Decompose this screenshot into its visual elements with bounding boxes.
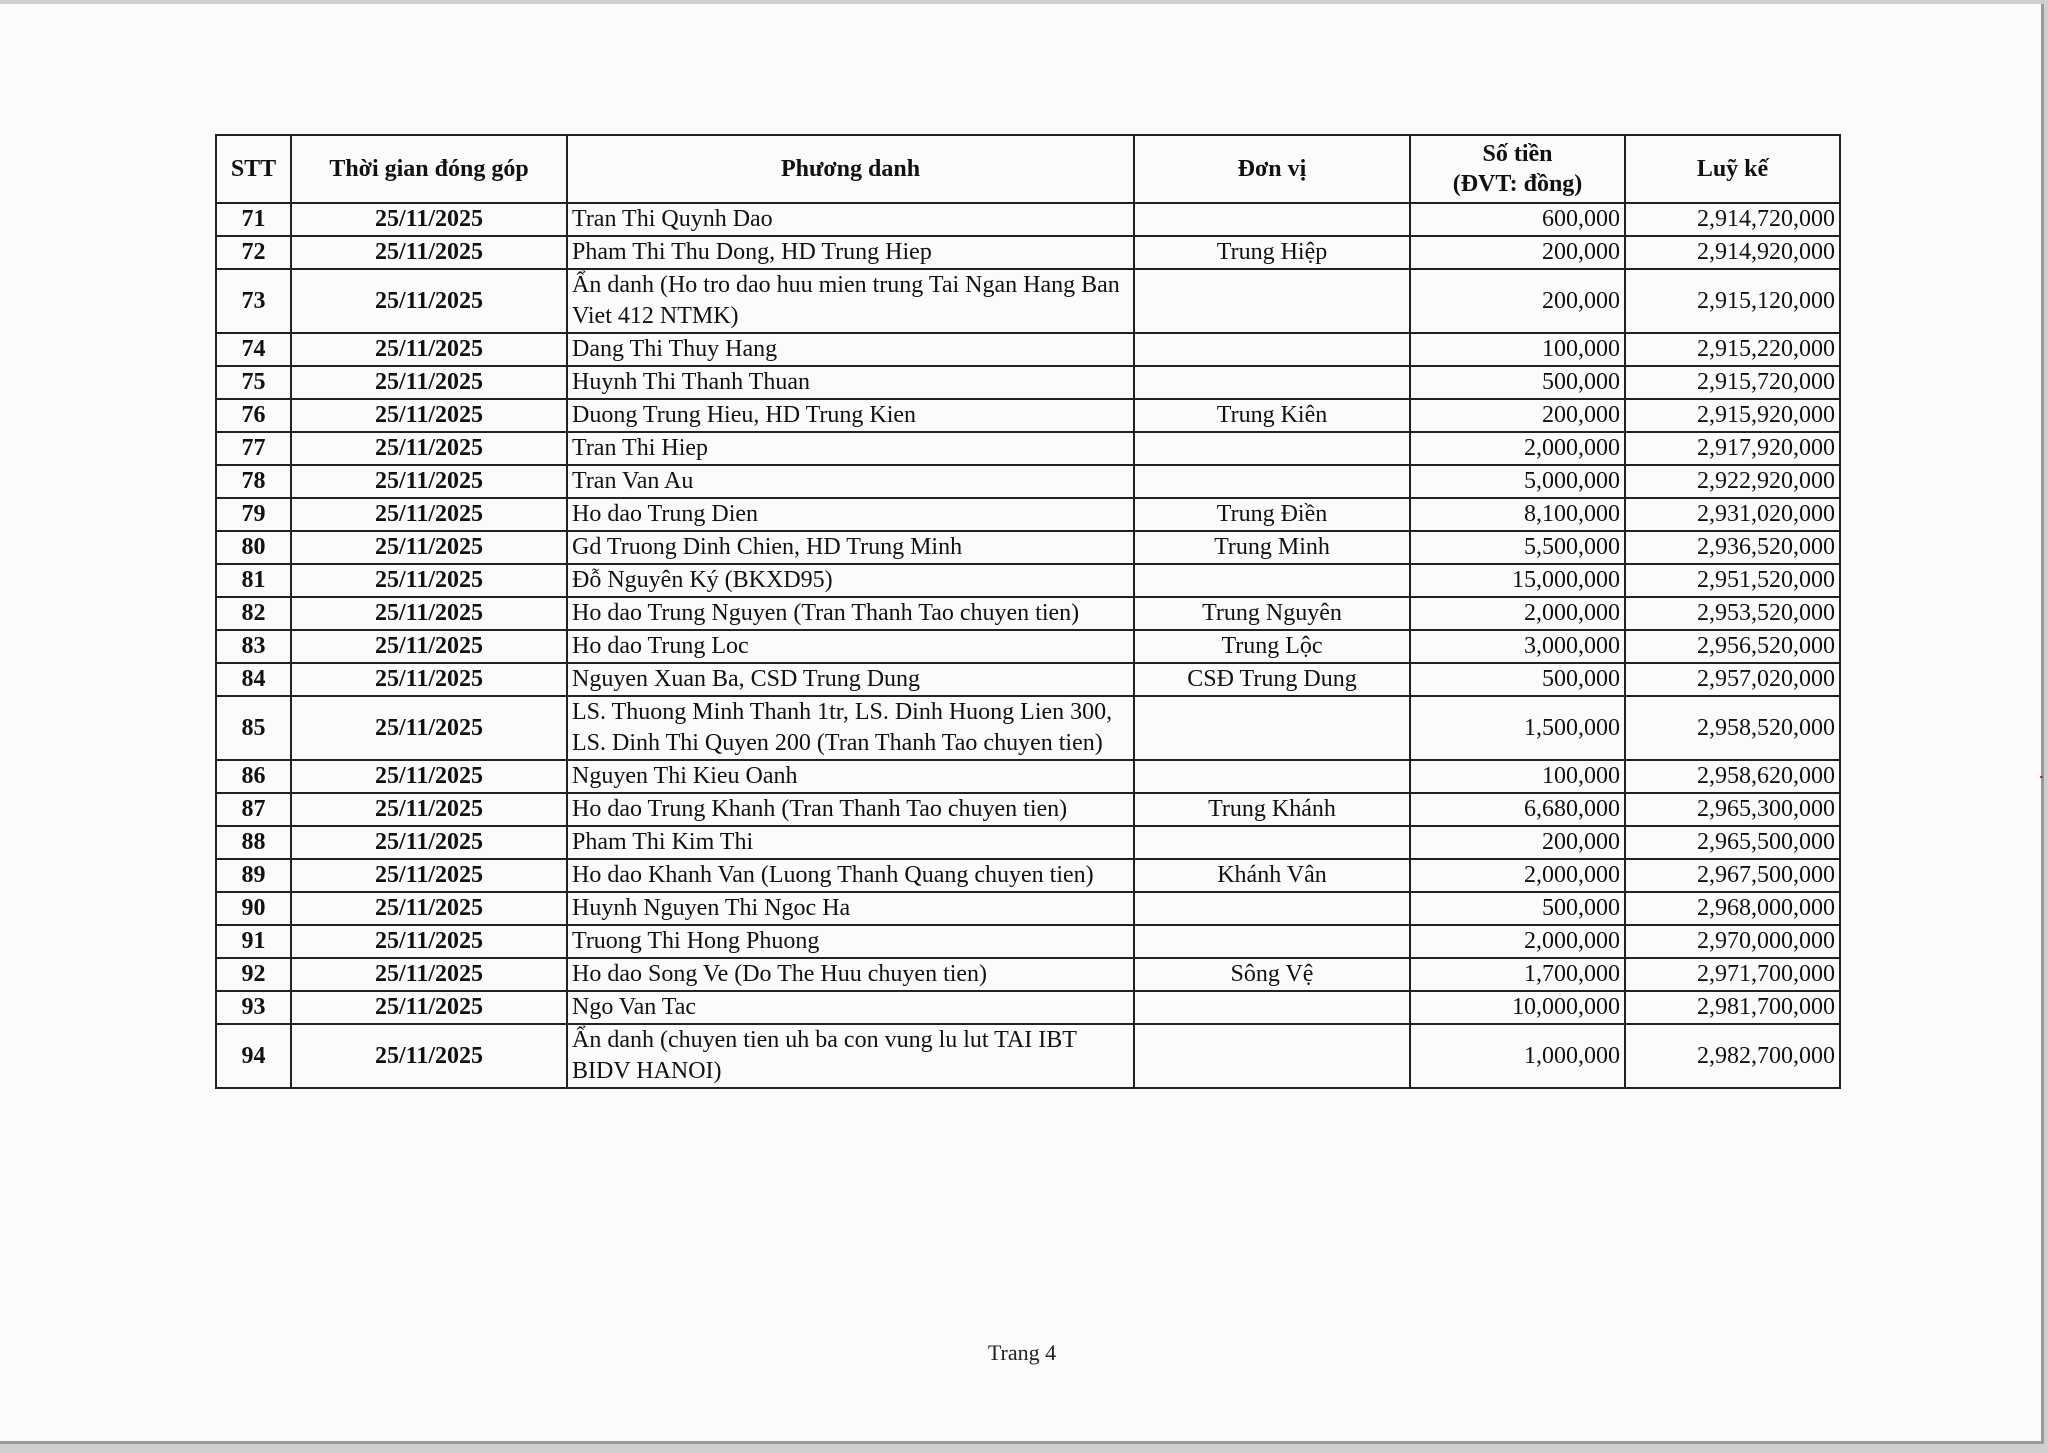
cell-name: Ho dao Khanh Van (Luong Thanh Quang chuyen tien): [567, 859, 1134, 892]
cell-name: Ngo Van Tac: [567, 991, 1134, 1024]
cell-stt: 85: [216, 696, 291, 760]
table-row: [216, 564, 1840, 597]
cell-amount: 2,000,000: [1410, 432, 1625, 465]
cell-date: 25/11/2025: [291, 269, 567, 333]
donation-table: [215, 134, 1841, 1089]
table-row: [216, 1024, 1840, 1088]
cell-date: 25/11/2025: [291, 531, 567, 564]
cell-date: 25/11/2025: [291, 498, 567, 531]
cell-cumulative: 2,917,920,000: [1625, 432, 1840, 465]
cell-stt: 74: [216, 333, 291, 366]
cell-cumulative: 2,915,120,000: [1625, 269, 1840, 333]
cell-name: Ho dao Song Ve (Do The Huu chuyen tien): [567, 958, 1134, 991]
cell-unit: [1134, 696, 1410, 760]
cell-date: 25/11/2025: [291, 630, 567, 663]
cell-name: Dang Thi Thuy Hang: [567, 333, 1134, 366]
cell-cumulative: 2,968,000,000: [1625, 892, 1840, 925]
cell-stt: 90: [216, 892, 291, 925]
header-name: Phương danh: [567, 135, 1134, 203]
cell-unit: [1134, 760, 1410, 793]
cell-cumulative: 2,981,700,000: [1625, 991, 1840, 1024]
cell-name: Gd Truong Dinh Chien, HD Trung Minh: [567, 531, 1134, 564]
cell-name: Ho dao Trung Khanh (Tran Thanh Tao chuyen tien): [567, 793, 1134, 826]
cell-cumulative: 2,931,020,000: [1625, 498, 1840, 531]
cell-date: 25/11/2025: [291, 236, 567, 269]
header-amount-line1: Số tiền: [1482, 141, 1553, 167]
cell-unit: [1134, 269, 1410, 333]
cell-amount: 1,000,000: [1410, 1024, 1625, 1088]
cell-cumulative: 2,915,220,000: [1625, 333, 1840, 366]
cell-cumulative: 2,915,920,000: [1625, 399, 1840, 432]
cell-date: 25/11/2025: [291, 465, 567, 498]
table-row: [216, 236, 1840, 269]
cell-name: Huynh Nguyen Thi Ngoc Ha: [567, 892, 1134, 925]
cell-amount: 5,000,000: [1410, 465, 1625, 498]
table-row: [216, 958, 1840, 991]
cell-stt: 83: [216, 630, 291, 663]
table-row: [216, 826, 1840, 859]
cell-name: Nguyen Thi Kieu Oanh: [567, 760, 1134, 793]
cell-date: 25/11/2025: [291, 958, 567, 991]
table-row: [216, 892, 1840, 925]
cell-amount: 100,000: [1410, 333, 1625, 366]
cell-stt: 73: [216, 269, 291, 333]
cell-stt: 86: [216, 760, 291, 793]
table-row: [216, 366, 1840, 399]
cell-date: 25/11/2025: [291, 663, 567, 696]
cell-name: Huynh Thi Thanh Thuan: [567, 366, 1134, 399]
cell-unit: [1134, 465, 1410, 498]
document-page: [0, 4, 2044, 1444]
table-row: [216, 465, 1840, 498]
cell-name: Pham Thi Thu Dong, HD Trung Hiep: [567, 236, 1134, 269]
cell-cumulative: 2,914,720,000: [1625, 203, 1840, 236]
cell-stt: 87: [216, 793, 291, 826]
cell-unit: Trung Kiên: [1134, 399, 1410, 432]
cell-unit: [1134, 366, 1410, 399]
cell-amount: 500,000: [1410, 663, 1625, 696]
header-cumulative: Luỹ kế: [1625, 135, 1840, 203]
cell-amount: 3,000,000: [1410, 630, 1625, 663]
table-row: [216, 630, 1840, 663]
cell-stt: 94: [216, 1024, 291, 1088]
cell-stt: 79: [216, 498, 291, 531]
cell-cumulative: 2,958,620,000: [1625, 760, 1840, 793]
cell-name: Pham Thi Kim Thi: [567, 826, 1134, 859]
cell-name: LS. Thuong Minh Thanh 1tr, LS. Dinh Huong Lien 300, LS. Dinh Thi Quyen 200 (Tran Thanh Tao chuyen tien): [567, 696, 1134, 760]
cell-cumulative: 2,936,520,000: [1625, 531, 1840, 564]
cell-amount: 500,000: [1410, 892, 1625, 925]
cell-date: 25/11/2025: [291, 597, 567, 630]
cell-date: 25/11/2025: [291, 333, 567, 366]
cell-amount: 200,000: [1410, 269, 1625, 333]
cell-unit: [1134, 991, 1410, 1024]
cell-name: Tran Van Au: [567, 465, 1134, 498]
header-amount-line2: (ĐVT: đồng): [1452, 171, 1583, 197]
cell-name: Tran Thi Quynh Dao: [567, 203, 1134, 236]
cell-amount: 200,000: [1410, 826, 1625, 859]
scan-mark: [2040, 776, 2043, 778]
cell-date: 25/11/2025: [291, 203, 567, 236]
cell-stt: 77: [216, 432, 291, 465]
cell-stt: 78: [216, 465, 291, 498]
table-row: [216, 203, 1840, 236]
cell-date: 25/11/2025: [291, 696, 567, 760]
cell-cumulative: 2,958,520,000: [1625, 696, 1840, 760]
cell-stt: 82: [216, 597, 291, 630]
cell-unit: [1134, 203, 1410, 236]
cell-stt: 89: [216, 859, 291, 892]
cell-amount: 200,000: [1410, 399, 1625, 432]
header-amount: [1410, 135, 1625, 203]
table-row: [216, 269, 1840, 333]
page-number: Trang 4: [987, 1340, 1057, 1365]
cell-cumulative: 2,957,020,000: [1625, 663, 1840, 696]
table-row: [216, 531, 1840, 564]
cell-unit: Trung Minh: [1134, 531, 1410, 564]
table-row: [216, 859, 1840, 892]
cell-cumulative: 2,953,520,000: [1625, 597, 1840, 630]
cell-cumulative: 2,922,920,000: [1625, 465, 1840, 498]
cell-cumulative: 2,915,720,000: [1625, 366, 1840, 399]
cell-amount: 10,000,000: [1410, 991, 1625, 1024]
cell-name: Duong Trung Hieu, HD Trung Kien: [567, 399, 1134, 432]
cell-unit: Khánh Vân: [1134, 859, 1410, 892]
cell-name: Truong Thi Hong Phuong: [567, 925, 1134, 958]
cell-date: 25/11/2025: [291, 892, 567, 925]
cell-cumulative: 2,951,520,000: [1625, 564, 1840, 597]
table-row: [216, 793, 1840, 826]
table-row: [216, 399, 1840, 432]
cell-date: 25/11/2025: [291, 859, 567, 892]
cell-amount: 1,700,000: [1410, 958, 1625, 991]
table-row: [216, 498, 1840, 531]
cell-amount: 200,000: [1410, 236, 1625, 269]
cell-name: Ho dao Trung Dien: [567, 498, 1134, 531]
header-unit: Đơn vị: [1134, 135, 1410, 203]
cell-amount: 600,000: [1410, 203, 1625, 236]
cell-stt: 91: [216, 925, 291, 958]
cell-stt: 81: [216, 564, 291, 597]
cell-date: 25/11/2025: [291, 925, 567, 958]
cell-amount: 100,000: [1410, 760, 1625, 793]
cell-cumulative: 2,982,700,000: [1625, 1024, 1840, 1088]
cell-unit: [1134, 1024, 1410, 1088]
cell-unit: [1134, 564, 1410, 597]
table-row: [216, 991, 1840, 1024]
table-row: [216, 597, 1840, 630]
cell-name: Ho dao Trung Nguyen (Tran Thanh Tao chuyen tien): [567, 597, 1134, 630]
cell-cumulative: 2,965,500,000: [1625, 826, 1840, 859]
cell-date: 25/11/2025: [291, 564, 567, 597]
cell-unit: [1134, 892, 1410, 925]
cell-stt: 71: [216, 203, 291, 236]
cell-unit: [1134, 925, 1410, 958]
cell-name: Tran Thi Hiep: [567, 432, 1134, 465]
cell-unit: [1134, 432, 1410, 465]
cell-cumulative: 2,956,520,000: [1625, 630, 1840, 663]
cell-amount: 8,100,000: [1410, 498, 1625, 531]
cell-date: 25/11/2025: [291, 366, 567, 399]
cell-date: 25/11/2025: [291, 826, 567, 859]
cell-amount: 6,680,000: [1410, 793, 1625, 826]
cell-amount: 2,000,000: [1410, 597, 1625, 630]
cell-cumulative: 2,965,300,000: [1625, 793, 1840, 826]
header-time: Thời gian đóng góp: [291, 135, 567, 203]
cell-stt: 84: [216, 663, 291, 696]
cell-amount: 15,000,000: [1410, 564, 1625, 597]
cell-stt: 76: [216, 399, 291, 432]
cell-name: Nguyen Xuan Ba, CSD Trung Dung: [567, 663, 1134, 696]
cell-date: 25/11/2025: [291, 991, 567, 1024]
cell-amount: 2,000,000: [1410, 859, 1625, 892]
cell-amount: 2,000,000: [1410, 925, 1625, 958]
table-header-row: [216, 135, 1840, 203]
cell-unit: Trung Điền: [1134, 498, 1410, 531]
cell-unit: Trung Khánh: [1134, 793, 1410, 826]
table-row: [216, 760, 1840, 793]
cell-name: Ẩn danh (chuyen tien uh ba con vung lu lut TAI IBT BIDV HANOI): [567, 1024, 1134, 1088]
cell-stt: 88: [216, 826, 291, 859]
cell-stt: 72: [216, 236, 291, 269]
table-body: [216, 203, 1840, 1088]
cell-unit: [1134, 333, 1410, 366]
cell-cumulative: 2,914,920,000: [1625, 236, 1840, 269]
cell-date: 25/11/2025: [291, 399, 567, 432]
cell-date: 25/11/2025: [291, 1024, 567, 1088]
cell-unit: Trung Nguyên: [1134, 597, 1410, 630]
cell-cumulative: 2,971,700,000: [1625, 958, 1840, 991]
cell-date: 25/11/2025: [291, 793, 567, 826]
cell-name: Đỗ Nguyên Ký (BKXD95): [567, 564, 1134, 597]
table-row: [216, 432, 1840, 465]
cell-unit: [1134, 826, 1410, 859]
cell-name: Ẩn danh (Ho tro dao huu mien trung Tai Ngan Hang Ban Viet 412 NTMK): [567, 269, 1134, 333]
table-row: [216, 333, 1840, 366]
cell-stt: 80: [216, 531, 291, 564]
cell-cumulative: 2,967,500,000: [1625, 859, 1840, 892]
cell-amount: 5,500,000: [1410, 531, 1625, 564]
header-stt: STT: [216, 135, 291, 203]
cell-stt: 93: [216, 991, 291, 1024]
cell-unit: CSĐ Trung Dung: [1134, 663, 1410, 696]
cell-amount: 500,000: [1410, 366, 1625, 399]
cell-date: 25/11/2025: [291, 432, 567, 465]
cell-cumulative: 2,970,000,000: [1625, 925, 1840, 958]
cell-unit: Trung Hiệp: [1134, 236, 1410, 269]
cell-unit: Sông Vệ: [1134, 958, 1410, 991]
cell-stt: 75: [216, 366, 291, 399]
table-row: [216, 663, 1840, 696]
table-row: [216, 696, 1840, 760]
cell-date: 25/11/2025: [291, 760, 567, 793]
cell-amount: 1,500,000: [1410, 696, 1625, 760]
cell-unit: Trung Lộc: [1134, 630, 1410, 663]
cell-stt: 92: [216, 958, 291, 991]
table-row: [216, 925, 1840, 958]
cell-name: Ho dao Trung Loc: [567, 630, 1134, 663]
